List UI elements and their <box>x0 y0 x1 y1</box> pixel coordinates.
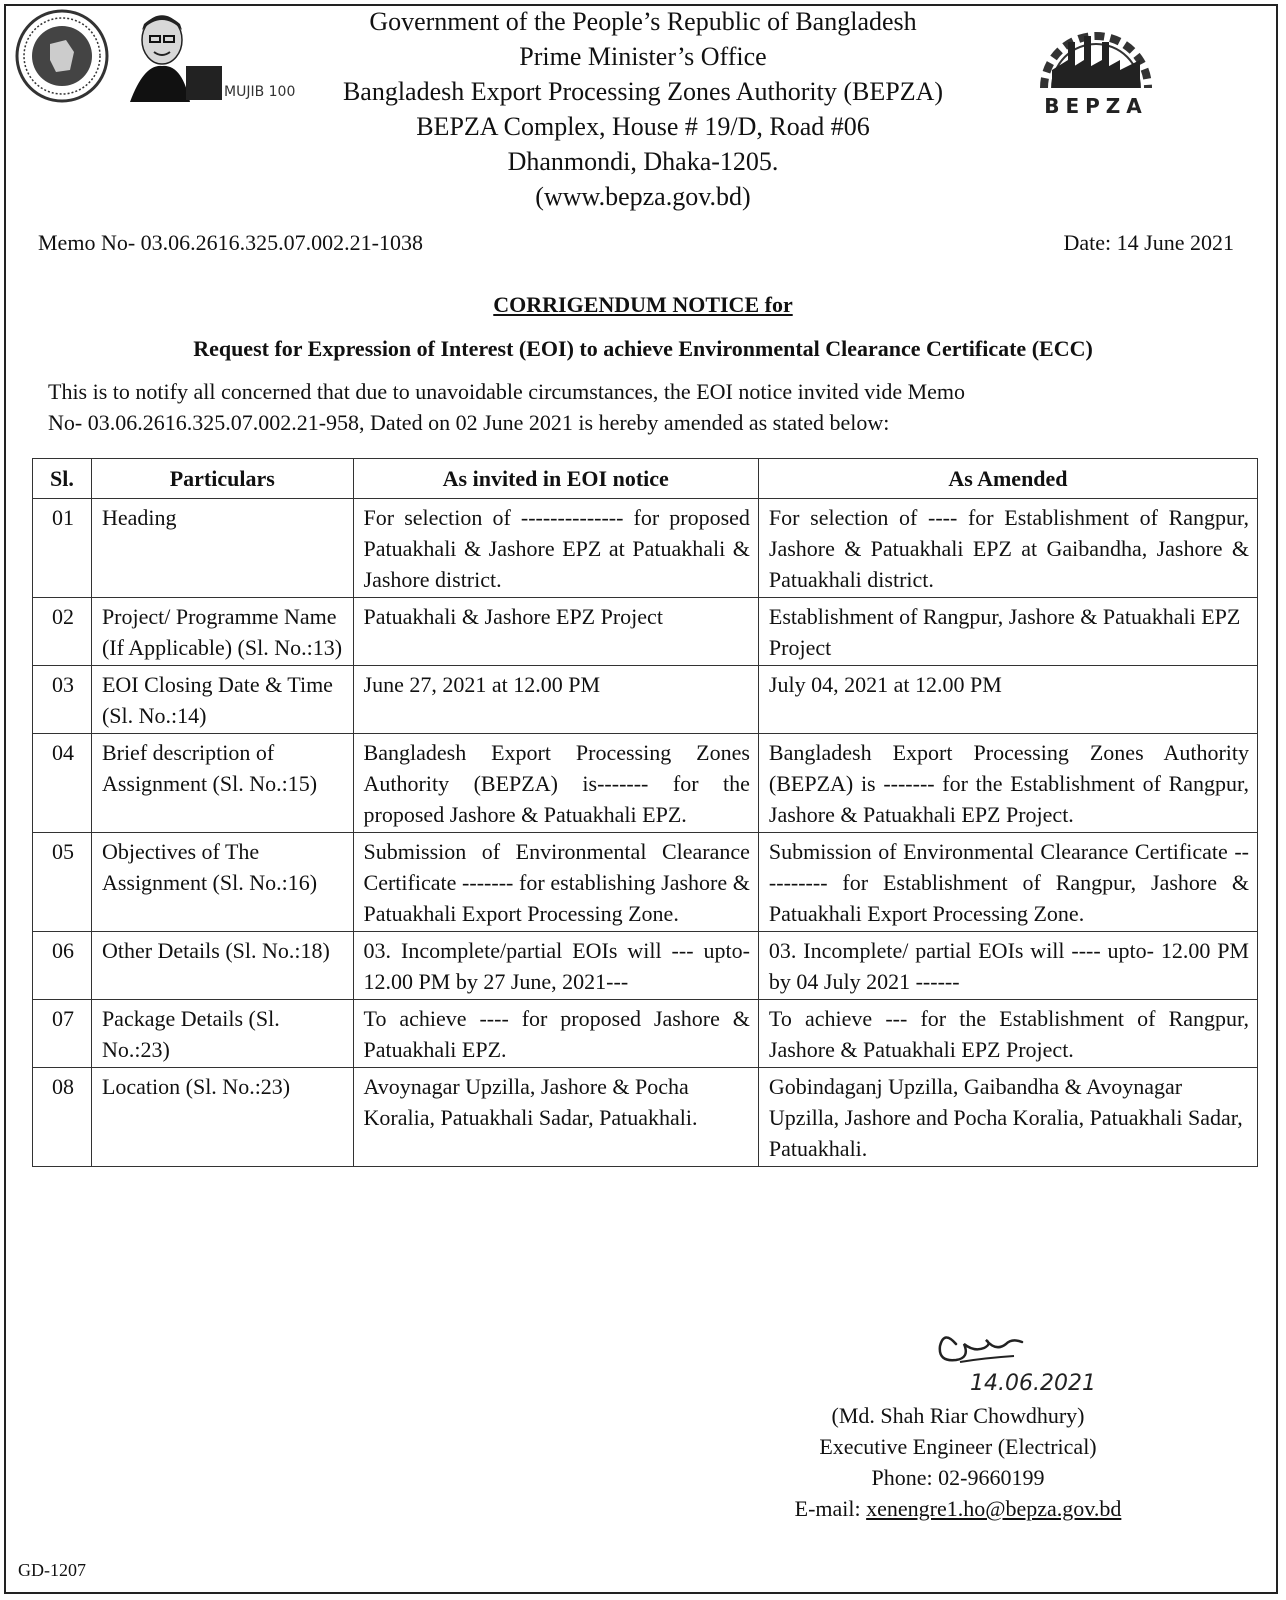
row-sl: 01 <box>33 499 92 598</box>
row-sl: 02 <box>33 598 92 666</box>
row-sl: 05 <box>33 833 92 932</box>
memo-number: Memo No- 03.06.2616.325.07.002.21-1038 <box>38 230 423 255</box>
signature-date: 14.06.2021 <box>970 1371 1096 1396</box>
row-invited: Bangladesh Export Processing Zones Authority (BEPZA) is------- for the proposed Jashore & Patuakhali EPZ. <box>353 734 758 833</box>
row-sl: 03 <box>33 666 92 734</box>
notice-title: CORRIGENDUM NOTICE for <box>493 292 793 317</box>
header-amended: As Amended <box>758 459 1257 499</box>
row-invited: 03. Incomplete/partial EOIs will --- upto-12.00 PM by 27 June, 2021--- <box>353 932 758 1000</box>
notice-intro <box>48 376 1248 438</box>
row-particulars: Project/ Programme Name (If Applicable) (Sl. No.:13) <box>91 598 353 666</box>
letterhead-city: Dhanmondi, Dhaka-1205. <box>507 147 779 176</box>
row-particulars: Objectives of The Assignment (Sl. No.:16) <box>91 833 353 932</box>
table-row <box>33 666 1258 734</box>
row-amended: Establishment of Rangpur, Jashore & Patuakhali EPZ Project <box>758 598 1257 666</box>
row-particulars: Brief description of Assignment (Sl. No.:15) <box>91 734 353 833</box>
row-particulars: EOI Closing Date & Time (Sl. No.:14) <box>91 666 353 734</box>
email-link[interactable]: xenengre1.ho@bepza.gov.bd <box>866 1496 1122 1521</box>
letterhead-authority: Bangladesh Export Processing Zones Authority (BEPZA) <box>342 77 944 106</box>
row-amended: Bangladesh Export Processing Zones Authority (BEPZA) is ------- for the Establishment of Rangpur, Jashore & Patuakhali EPZ Project. <box>758 734 1257 833</box>
row-invited: For selection of -------------- for proposed Patuakhali & Jashore EPZ at Patuakhali & Jashore district. <box>353 499 758 598</box>
document-code: GD-1207 <box>18 1560 86 1580</box>
header-invited: As invited in EOI notice <box>353 459 758 499</box>
letterhead-ministry: Prime Minister’s Office <box>519 42 767 71</box>
memo-date: Date: 14 June 2021 <box>1063 230 1234 255</box>
row-amended: 03. Incomplete/ partial EOIs will ---- upto- 12.00 PM by 04 July 2021 ------ <box>758 932 1257 1000</box>
row-sl: 08 <box>33 1068 92 1167</box>
table-row <box>33 932 1258 1000</box>
letterhead-website: (www.bepza.gov.bd) <box>535 182 751 211</box>
intro-line-1: This is to notify all concerned that due to unavoidable circumstances, the EOI notice invited vide Memo <box>48 379 966 404</box>
row-particulars: Package Details (Sl. No.:23) <box>91 1000 353 1068</box>
table-row <box>33 598 1258 666</box>
row-invited: To achieve ---- for proposed Jashore & Patuakhali EPZ. <box>353 1000 758 1068</box>
mujib-100-text: MUJIB 100 <box>224 84 296 100</box>
letterhead-address: BEPZA Complex, House # 19/D, Road #06 <box>416 112 870 141</box>
header-sl: Sl. <box>33 459 92 499</box>
row-amended: July 04, 2021 at 12.00 PM <box>758 666 1257 734</box>
row-invited: June 27, 2021 at 12.00 PM <box>353 666 758 734</box>
table-row <box>33 734 1258 833</box>
email-label: E-mail: <box>794 1496 867 1521</box>
letterhead <box>0 4 1286 214</box>
signatory-phone: Phone: 02-9660199 <box>871 1465 1045 1490</box>
bepza-logo-text: BEPZA <box>1044 94 1148 118</box>
row-invited: Avoynagar Upzilla, Jashore & Pocha Koralia, Patuakhali Sadar, Patuakhali. <box>353 1068 758 1167</box>
handwritten-signature-icon <box>934 1322 1130 1402</box>
signatory-name: (Md. Shah Riar Chowdhury) <box>831 1403 1085 1428</box>
row-amended: To achieve --- for the Establishment of Rangpur, Jashore & Patuakhali EPZ Project. <box>758 1000 1257 1068</box>
row-sl: 07 <box>33 1000 92 1068</box>
row-particulars: Location (Sl. No.:23) <box>91 1068 353 1167</box>
row-amended: Gobindaganj Upzilla, Gaibandha & Avoynagar Upzilla, Jashore and Pocha Koralia, Patuakhali Sadar, Patuakhali. <box>758 1068 1257 1167</box>
row-invited: Submission of Environmental Clearance Certificate ------- for establishing Jashore & Patuakhali Export Processing Zone. <box>353 833 758 932</box>
row-particulars: Heading <box>91 499 353 598</box>
letterhead-government: Government of the People’s Republic of Bangladesh <box>369 7 917 36</box>
table-row <box>33 833 1258 932</box>
row-sl: 06 <box>33 932 92 1000</box>
table-header-row <box>33 459 1258 499</box>
amendment-table <box>32 458 1258 1167</box>
signature-block <box>770 1400 1146 1524</box>
row-amended: Submission of Environmental Clearance Certificate ---------- for Establishment of Rangpur, Jashore & Patuakhali Export Processing Zone. <box>758 833 1257 932</box>
signatory-designation: Executive Engineer (Electrical) <box>819 1434 1097 1459</box>
row-amended: For selection of ---- for Establishment of Rangpur, Jashore & Patuakhali EPZ at Gaibandha, Jashore & Patuakhali district. <box>758 499 1257 598</box>
row-sl: 04 <box>33 734 92 833</box>
intro-line-2: No- 03.06.2616.325.07.002.21-958, Dated on 02 June 2021 is hereby amended as stated below: <box>48 410 890 435</box>
row-invited: Patuakhali & Jashore EPZ Project <box>353 598 758 666</box>
row-particulars: Other Details (Sl. No.:18) <box>91 932 353 1000</box>
notice-subtitle: Request for Expression of Interest (EOI) to achieve Environmental Clearance Certificate (ECC) <box>193 336 1093 361</box>
table-row <box>33 1068 1258 1167</box>
signatory-email-line <box>770 1493 1146 1524</box>
table-row <box>33 499 1258 598</box>
table-row <box>33 1000 1258 1068</box>
header-particulars: Particulars <box>91 459 353 499</box>
